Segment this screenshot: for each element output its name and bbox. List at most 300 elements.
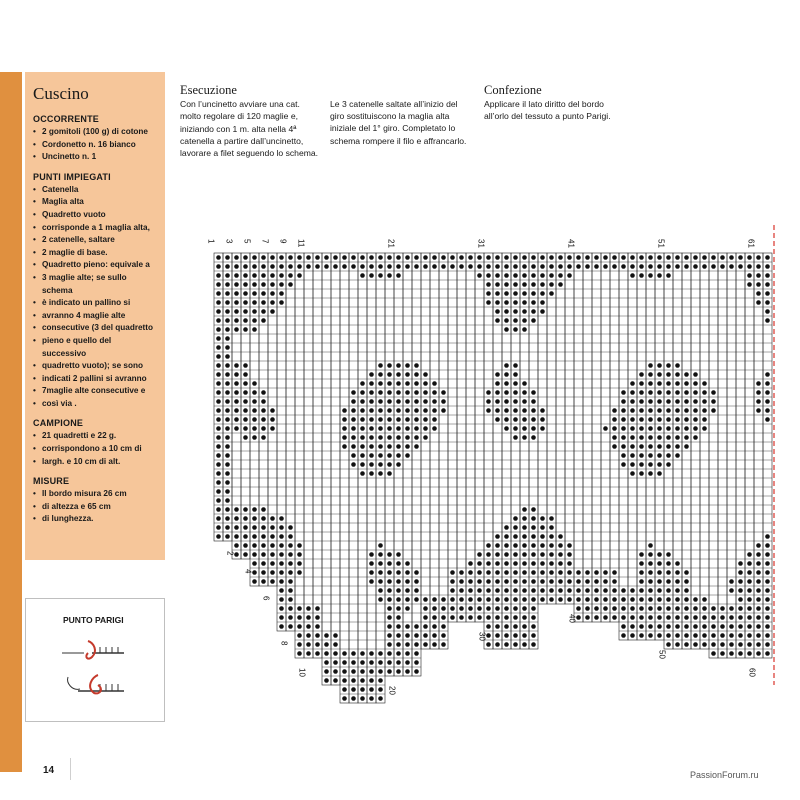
chart-filled-cell: [558, 552, 563, 557]
chart-filled-cell: [729, 606, 734, 611]
chart-filled-cell: [351, 435, 356, 440]
chart-filled-cell: [423, 426, 428, 431]
chart-filled-cell: [666, 570, 671, 575]
chart-filled-cell: [333, 678, 338, 683]
chart-filled-cell: [387, 363, 392, 368]
chart-filled-cell: [504, 291, 509, 296]
chart-filled-cell: [225, 372, 230, 377]
chart-filled-cell: [675, 363, 680, 368]
chart-filled-cell: [414, 408, 419, 413]
gauge-list: [33, 430, 157, 468]
chart-filled-cell: [441, 408, 446, 413]
chart-filled-cell: [630, 255, 635, 260]
chart-filled-cell: [252, 426, 257, 431]
chart-filled-cell: [477, 264, 482, 269]
chart-filled-cell: [513, 291, 518, 296]
chart-filled-cell: [423, 408, 428, 413]
chart-filled-cell: [522, 318, 527, 323]
chart-filled-cell: [225, 345, 230, 350]
chart-filled-cell: [324, 633, 329, 638]
chart-filled-cell: [738, 255, 743, 260]
chart-filled-cell: [216, 408, 221, 413]
chart-filled-cell: [351, 453, 356, 458]
chart-filled-cell: [423, 381, 428, 386]
chart-filled-cell: [711, 264, 716, 269]
chart-filled-cell: [531, 507, 536, 512]
chart-filled-cell: [657, 471, 662, 476]
chart-filled-cell: [531, 273, 536, 278]
chart-filled-cell: [684, 588, 689, 593]
chart-filled-cell: [711, 615, 716, 620]
chart-filled-cell: [468, 264, 473, 269]
chart-filled-cell: [360, 462, 365, 467]
chart-filled-cell: [252, 525, 257, 530]
chart-filled-cell: [387, 408, 392, 413]
execution-heading: Esecuzione: [180, 83, 237, 97]
list-item: • di altezza e 65 cm: [33, 501, 157, 514]
chart-filled-cell: [666, 579, 671, 584]
chart-filled-cell: [711, 642, 716, 647]
chart-filled-cell: [621, 390, 626, 395]
chart-filled-cell: [405, 642, 410, 647]
chart-filled-cell: [243, 435, 248, 440]
execution-text: Con l’uncinetto avviare una cat. molto regolare di 120 maglie e, iniziando con 1 m. alta nella 4ª catenella a partire dall’uncinetto, lavorare a filet seguendo lo schema.: [180, 99, 319, 159]
chart-bottom-label: 30: [477, 632, 487, 641]
chart-filled-cell: [387, 255, 392, 260]
chart-filled-cell: [441, 264, 446, 269]
chart-filled-cell: [531, 435, 536, 440]
chart-filled-cell: [279, 282, 284, 287]
chart-filled-cell: [639, 264, 644, 269]
chart-filled-cell: [378, 399, 383, 404]
chart-filled-cell: [675, 633, 680, 638]
chart-filled-cell: [369, 669, 374, 674]
chart-filled-cell: [405, 426, 410, 431]
chart-filled-cell: [513, 417, 518, 422]
chart-filled-cell: [639, 606, 644, 611]
chart-filled-cell: [522, 543, 527, 548]
chart-filled-cell: [243, 381, 248, 386]
chart-filled-cell: [765, 624, 770, 629]
chart-filled-cell: [549, 516, 554, 521]
section-heading: OCCORRENTE: [33, 114, 100, 124]
chart-filled-cell: [270, 282, 275, 287]
chart-filled-cell: [378, 660, 383, 665]
chart-filled-cell: [216, 381, 221, 386]
chart-filled-cell: [540, 534, 545, 539]
chart-filled-cell: [297, 264, 302, 269]
chart-filled-cell: [387, 651, 392, 656]
chart-filled-cell: [369, 678, 374, 683]
chart-filled-cell: [531, 534, 536, 539]
chart-top-label: 11: [296, 239, 306, 248]
chart-filled-cell: [288, 561, 293, 566]
chart-filled-cell: [279, 291, 284, 296]
chart-filled-cell: [270, 417, 275, 422]
chart-filled-cell: [684, 579, 689, 584]
chart-filled-cell: [675, 579, 680, 584]
chart-filled-cell: [216, 264, 221, 269]
chart-filled-cell: [387, 444, 392, 449]
chart-filled-cell: [405, 390, 410, 395]
chart-filled-cell: [342, 408, 347, 413]
chart-filled-cell: [288, 534, 293, 539]
chart-filled-cell: [387, 624, 392, 629]
chart-filled-cell: [504, 525, 509, 530]
chart-filled-cell: [243, 291, 248, 296]
chart-filled-cell: [639, 579, 644, 584]
chart-filled-cell: [243, 417, 248, 422]
chart-filled-cell: [648, 390, 653, 395]
chart-filled-cell: [513, 426, 518, 431]
chart-filled-cell: [261, 408, 266, 413]
chart-filled-cell: [657, 579, 662, 584]
chart-filled-cell: [252, 273, 257, 278]
chart-filled-cell: [459, 579, 464, 584]
chart-filled-cell: [360, 651, 365, 656]
chart-filled-cell: [387, 426, 392, 431]
chart-filled-cell: [333, 651, 338, 656]
chart-filled-cell: [432, 597, 437, 602]
chart-filled-cell: [252, 264, 257, 269]
chart-filled-cell: [531, 282, 536, 287]
chart-filled-cell: [405, 624, 410, 629]
chart-filled-cell: [477, 570, 482, 575]
chart-filled-cell: [261, 291, 266, 296]
chart-filled-cell: [333, 264, 338, 269]
chart-filled-cell: [522, 633, 527, 638]
chart-filled-cell: [684, 606, 689, 611]
chart-filled-cell: [666, 462, 671, 467]
chart-filled-cell: [459, 255, 464, 260]
list-item: • è indicato un pallino si: [33, 297, 157, 310]
chart-filled-cell: [504, 534, 509, 539]
chart-filled-cell: [765, 417, 770, 422]
chart-filled-cell: [594, 597, 599, 602]
chart-filled-cell: [612, 615, 617, 620]
chart-filled-cell: [378, 651, 383, 656]
chart-filled-cell: [522, 309, 527, 314]
chart-filled-cell: [225, 444, 230, 449]
stitch-diagram-box: [25, 598, 165, 722]
chart-filled-cell: [270, 309, 275, 314]
chart-column: [547, 253, 556, 604]
chart-filled-cell: [270, 273, 275, 278]
chart-filled-cell: [711, 633, 716, 638]
chart-filled-cell: [711, 606, 716, 611]
chart-filled-cell: [684, 615, 689, 620]
list-item: • Maglia alta: [33, 196, 157, 209]
chart-filled-cell: [270, 264, 275, 269]
chart-filled-cell: [369, 462, 374, 467]
chart-filled-cell: [504, 282, 509, 287]
chart-column: [592, 253, 601, 622]
chart-filled-cell: [666, 642, 671, 647]
chart-filled-cell: [504, 264, 509, 269]
chart-filled-cell: [567, 570, 572, 575]
chart-filled-cell: [396, 435, 401, 440]
chart-filled-cell: [216, 435, 221, 440]
chart-filled-cell: [279, 615, 284, 620]
chart-filled-cell: [522, 426, 527, 431]
chart-filled-cell: [297, 642, 302, 647]
chart-filled-cell: [270, 543, 275, 548]
chart-filled-cell: [378, 435, 383, 440]
chart-filled-cell: [414, 264, 419, 269]
chart-filled-cell: [630, 417, 635, 422]
chart-filled-cell: [504, 579, 509, 584]
chart-filled-cell: [594, 606, 599, 611]
chart-filled-cell: [297, 561, 302, 566]
chart-filled-cell: [378, 588, 383, 593]
chart-filled-cell: [225, 264, 230, 269]
chart-filled-cell: [747, 552, 752, 557]
chart-filled-cell: [342, 669, 347, 674]
chart-filled-cell: [216, 273, 221, 278]
chart-filled-cell: [396, 381, 401, 386]
chart-filled-cell: [756, 570, 761, 575]
chart-filled-cell: [531, 624, 536, 629]
chart-bottom-label: 40: [567, 614, 577, 623]
chart-filled-cell: [504, 570, 509, 575]
chart-filled-cell: [225, 507, 230, 512]
chart-filled-cell: [684, 642, 689, 647]
chart-filled-cell: [234, 273, 239, 278]
chart-filled-cell: [369, 453, 374, 458]
chart-filled-cell: [738, 561, 743, 566]
chart-filled-cell: [576, 606, 581, 611]
chart-filled-cell: [657, 273, 662, 278]
chart-filled-cell: [387, 660, 392, 665]
chart-filled-cell: [234, 318, 239, 323]
chart-filled-cell: [504, 543, 509, 548]
chart-filled-cell: [306, 615, 311, 620]
chart-filled-cell: [630, 381, 635, 386]
chart-filled-cell: [765, 579, 770, 584]
chart-filled-cell: [342, 678, 347, 683]
chart-filled-cell: [549, 552, 554, 557]
chart-filled-cell: [252, 507, 257, 512]
chart-filled-cell: [225, 282, 230, 287]
chart-filled-cell: [531, 300, 536, 305]
chart-filled-cell: [522, 390, 527, 395]
chart-filled-cell: [486, 300, 491, 305]
stitches-list: [33, 184, 157, 411]
chart-filled-cell: [378, 561, 383, 566]
section-campione: [33, 418, 157, 468]
list-item: • 21 quadretti e 22 g.: [33, 430, 157, 443]
chart-filled-cell: [738, 264, 743, 269]
chart-filled-cell: [234, 426, 239, 431]
chart-filled-cell: [549, 273, 554, 278]
chart-filled-cell: [522, 606, 527, 611]
chart-filled-cell: [684, 570, 689, 575]
chart-filled-cell: [540, 561, 545, 566]
chart-filled-cell: [279, 543, 284, 548]
orange-accent-strip: [0, 72, 22, 772]
chart-filled-cell: [216, 471, 221, 476]
chart-filled-cell: [369, 417, 374, 422]
page-number-divider: [70, 758, 71, 780]
chart-filled-cell: [531, 390, 536, 395]
chart-filled-cell: [234, 363, 239, 368]
chart-filled-cell: [378, 678, 383, 683]
chart-filled-cell: [621, 588, 626, 593]
chart-filled-cell: [243, 318, 248, 323]
chart-filled-cell: [459, 615, 464, 620]
chart-filled-cell: [495, 399, 500, 404]
chart-filled-cell: [675, 624, 680, 629]
chart-filled-cell: [270, 552, 275, 557]
list-item: • indicati 2 pallini si avranno: [33, 373, 157, 386]
chart-filled-cell: [729, 651, 734, 656]
chart-filled-cell: [324, 642, 329, 647]
chart-filled-cell: [243, 390, 248, 395]
chart-filled-cell: [504, 642, 509, 647]
chart-filled-cell: [612, 570, 617, 575]
chart-filled-cell: [576, 255, 581, 260]
chart-filled-cell: [666, 273, 671, 278]
chart-filled-cell: [387, 399, 392, 404]
chart-filled-cell: [522, 642, 527, 647]
chart-filled-cell: [423, 642, 428, 647]
chart-bottom-label: 10: [297, 668, 307, 677]
chart-filled-cell: [441, 615, 446, 620]
chart-filled-cell: [405, 606, 410, 611]
list-item: • largh. e 10 cm di alt.: [33, 456, 157, 469]
chart-filled-cell: [351, 678, 356, 683]
chart-filled-cell: [459, 597, 464, 602]
chart-filled-cell: [360, 417, 365, 422]
chart-filled-cell: [495, 273, 500, 278]
section-heading: MISURE: [33, 476, 70, 487]
chart-filled-cell: [702, 381, 707, 386]
chart-filled-cell: [720, 615, 725, 620]
chart-filled-cell: [693, 255, 698, 260]
chart-filled-cell: [288, 282, 293, 287]
chart-filled-cell: [495, 561, 500, 566]
chart-filled-cell: [747, 588, 752, 593]
chart-filled-cell: [765, 543, 770, 548]
chart-filled-cell: [495, 579, 500, 584]
chart-filled-cell: [423, 615, 428, 620]
chart-filled-cell: [522, 381, 527, 386]
chart-filled-cell: [297, 615, 302, 620]
chart-filled-cell: [306, 633, 311, 638]
chart-filled-cell: [747, 273, 752, 278]
chart-filled-cell: [603, 615, 608, 620]
chart-filled-cell: [756, 390, 761, 395]
chart-filled-cell: [351, 651, 356, 656]
chart-filled-cell: [234, 372, 239, 377]
chart-filled-cell: [621, 417, 626, 422]
chart-bottom-label: 6: [261, 596, 271, 601]
section-punti-impiegati: [33, 172, 157, 411]
chart-filled-cell: [432, 255, 437, 260]
chart-filled-cell: [513, 255, 518, 260]
chart-filled-cell: [225, 525, 230, 530]
chart-filled-cell: [621, 435, 626, 440]
chart-filled-cell: [225, 471, 230, 476]
chart-column: [718, 253, 727, 658]
chart-filled-cell: [549, 579, 554, 584]
chart-filled-cell: [540, 570, 545, 575]
chart-filled-cell: [378, 687, 383, 692]
chart-filled-cell: [387, 561, 392, 566]
chart-filled-cell: [567, 588, 572, 593]
chart-filled-cell: [657, 570, 662, 575]
chart-filled-cell: [225, 435, 230, 440]
chart-filled-cell: [396, 273, 401, 278]
chart-filled-cell: [324, 669, 329, 674]
chart-filled-cell: [504, 318, 509, 323]
chart-filled-cell: [648, 426, 653, 431]
chart-filled-cell: [414, 624, 419, 629]
chart-filled-cell: [522, 435, 527, 440]
chart-filled-cell: [252, 390, 257, 395]
chart-filled-cell: [513, 606, 518, 611]
chart-filled-cell: [684, 597, 689, 602]
page-number: 14: [43, 765, 55, 776]
chart-filled-cell: [315, 615, 320, 620]
chart-filled-cell: [261, 507, 266, 512]
chart-filled-cell: [594, 264, 599, 269]
chart-filled-cell: [387, 552, 392, 557]
chart-filled-cell: [252, 408, 257, 413]
chart-filled-cell: [540, 417, 545, 422]
chart-filled-cell: [513, 588, 518, 593]
chart-filled-cell: [531, 291, 536, 296]
list-item: • corrisponde a 1 maglia alta,: [33, 222, 157, 235]
chart-column: [403, 253, 412, 676]
chart-filled-cell: [477, 255, 482, 260]
chart-filled-cell: [225, 408, 230, 413]
chart-filled-cell: [747, 651, 752, 656]
chart-filled-cell: [576, 264, 581, 269]
chart-filled-cell: [756, 255, 761, 260]
chart-top-label: 41: [566, 239, 576, 248]
chart-filled-cell: [351, 417, 356, 422]
chart-filled-cell: [216, 480, 221, 485]
chart-filled-cell: [288, 579, 293, 584]
chart-filled-cell: [504, 552, 509, 557]
chart-filled-cell: [693, 615, 698, 620]
chart-filled-cell: [234, 381, 239, 386]
chart-filled-cell: [243, 507, 248, 512]
chart-filled-cell: [378, 417, 383, 422]
execution-column: [180, 84, 320, 159]
chart-filled-cell: [513, 597, 518, 602]
chart-filled-cell: [756, 543, 761, 548]
chart-filled-cell: [621, 633, 626, 638]
chart-filled-cell: [396, 597, 401, 602]
section-occorrente: [33, 114, 157, 164]
chart-filled-cell: [333, 255, 338, 260]
chart-filled-cell: [549, 597, 554, 602]
chart-filled-cell: [522, 624, 527, 629]
chart-filled-cell: [252, 534, 257, 539]
chart-filled-cell: [765, 615, 770, 620]
chart-column: [295, 253, 304, 658]
chart-filled-cell: [360, 453, 365, 458]
chart-filled-cell: [531, 543, 536, 548]
chart-filled-cell: [693, 399, 698, 404]
chart-filled-cell: [468, 255, 473, 260]
chart-filled-cell: [639, 381, 644, 386]
chart-filled-cell: [531, 561, 536, 566]
chart-filled-cell: [765, 291, 770, 296]
chart-filled-cell: [216, 354, 221, 359]
